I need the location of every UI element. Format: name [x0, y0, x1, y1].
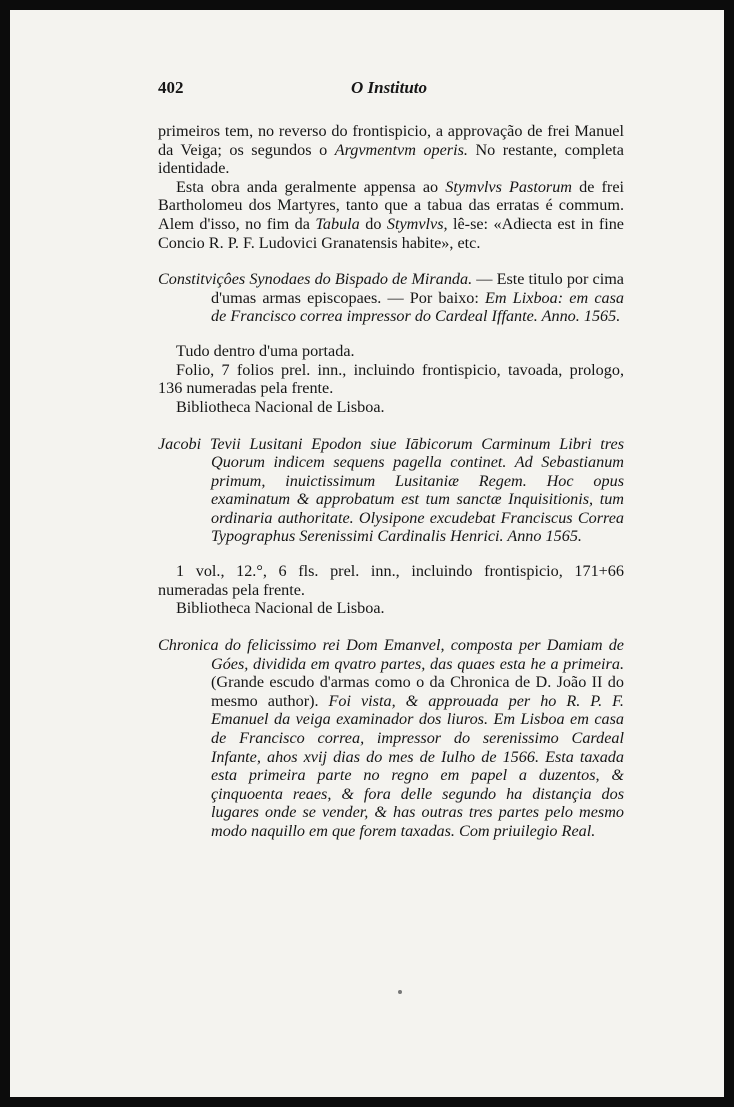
entry-title: Jacobi Tevii Lusitani Epodon siue Iābicorum Carminum Libri tres Quorum indicem sequens pagella continet. Ad Sebastianum primum, inuictissimum Lusitaniæ Regem. Hoc opus examinatum & approbatum est tum sanctæ Inquisitionis, tum ordinaria authoritate. Olysipone excudebat Franciscus Correa Typographus Serenissimi Cardinalis Henrici. Anno 1565.	[158, 434, 624, 546]
running-title: O Instituto	[350, 78, 428, 97]
entry-chronica: Chronica do felicissimo rei Dom Emanvel, composta per Damiam de Góes, dividida em qvatro partes, das quaes esta he a primeira. (Grande escudo d'armas como o da Chronica de D. João II do mesmo author). Foi vista, & approuada per ho R. P. F. Emanuel da veiga examinador dos liuros. Em Lisboa em casa de Francisco correa, impressor do serenissimo Cardeal Infante, ahos xvij dias do mes de Iulho de 1566. Esta taxada esta primeira parte no regno em papel a duzentos, & çinquoenta reaes, & fora delle segundo ha distançia dos lugares onde se vender, & has outras tres partes pelo mesmo modo naquillo em que forem taxadas. Com priuilegio Real.	[158, 636, 624, 840]
entry-title: Chronica do felicissimo rei Dom Emanvel, composta per Damiam de Góes, dividida em qvatro partes, das quaes esta he a primeira.	[158, 636, 624, 673]
entry-note: 1 vol., 12.°, 6 fls. prel. inn., incluindo frontispicio, 171+66 numeradas pela frente.	[158, 562, 624, 599]
book-page	[10, 10, 724, 1097]
ink-speck	[398, 990, 402, 994]
paragraph-stymulus: Esta obra anda geralmente appensa ao Stymvlvs Pastorum de frei Bartholomeu dos Martyres, tanto que a tabua das erratas é commum. Alem d'isso, no fim da Tabula do Stymvlvs, lê-se: «Adiecta est in fine Concio R. P. F. Ludovici Granatensis habite», etc.	[158, 177, 624, 252]
entry-title: Constitviçôes Synodaes do Bispado de Miranda.	[158, 270, 473, 289]
paragraph-continued: primeiros tem, no reverso do frontispicio, a approvação de frei Manuel da Veiga; os segundos o Argvmentvm operis. No restante, completa identidade.	[158, 122, 624, 178]
entry-library: Bibliotheca Nacional de Lisboa.	[176, 599, 385, 618]
page-header	[158, 78, 620, 102]
page-body	[158, 122, 624, 857]
entry-constituicoes: Constitviçôes Synodaes do Bispado de Miranda. — Este titulo por cima d'umas armas episcopaes. — Por baixo: Em Lixboa: em casa de Francisco correa impressor do Cardeal Iffante. Anno. 1565.	[158, 270, 624, 326]
entry-note: Tudo dentro d'uma portada.	[176, 342, 355, 361]
entry-jacobi-tevii	[158, 435, 624, 547]
page-number: 402	[158, 78, 184, 97]
entry-note: Folio, 7 folios prel. inn., incluindo frontispicio, tavoada, prologo, 136 numeradas pela frente.	[158, 360, 624, 398]
entry-library: Bibliotheca Nacional de Lisboa.	[176, 397, 385, 416]
